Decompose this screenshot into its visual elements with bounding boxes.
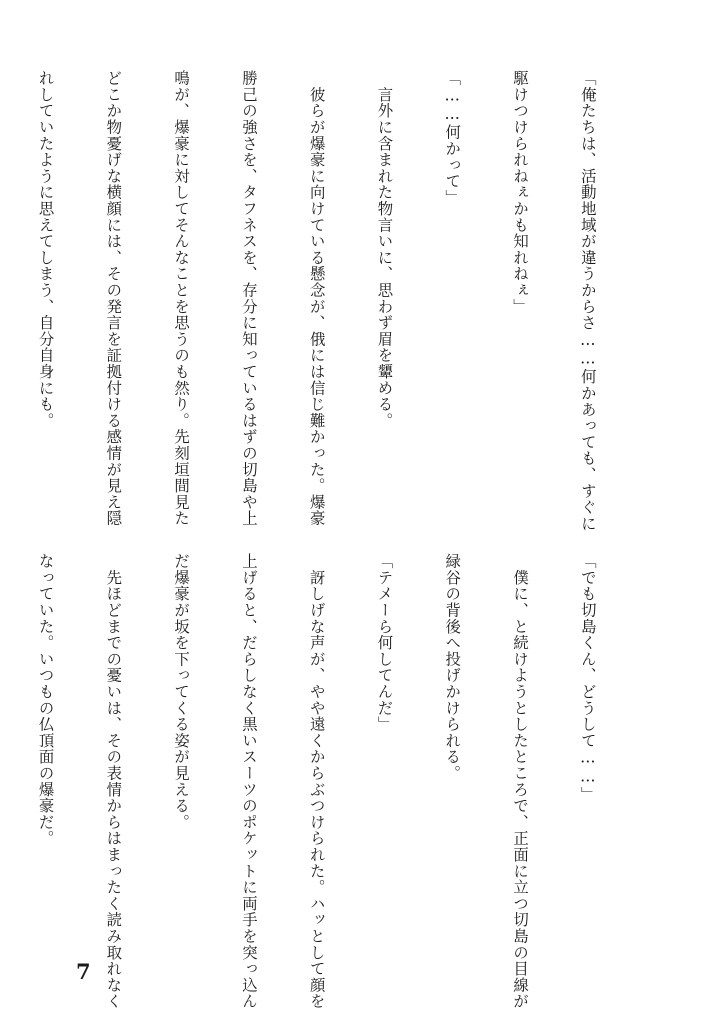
text-line: 僕に、と続けようとしたところで、正面に立つ切島の目線が [511,553,530,1010]
text-line: 緑谷の背後へ投げかけられる。 [443,553,462,782]
text-line: 「テメーら何してんだ」 [375,553,394,733]
text-line: 訝しげな声が、やや遠くからぶつけられた。ハッとして顔を [307,553,326,1010]
text-block-bottom [0,553,644,1010]
text-line: どこか物憂げな横顔には、その発言を証拠付ける感情が見え隠 [104,70,123,527]
text-line: 「でも切島くん、どうして……」 [578,553,597,803]
text-line: れしていたように思えてしまう、自分自身にも。 [36,70,55,429]
text-line: 言外に含まれた物言いに、思わず眉を顰める。 [375,70,394,429]
text-line: なっていた。いつもの仏頂面の爆豪だ。 [36,553,55,847]
page-number: 7 [76,959,91,984]
text-block-top [0,70,644,532]
text-line: 上げると、だらしなく黒いスーツのポケットに両手を突っ込ん [239,553,258,1010]
text-line: 彼らが爆豪に向けている懸念が、俄には信じ難かった。爆豪 [307,70,326,527]
text-line: 勝己の強さを、タフネスを、存分に知っているはずの切島や上 [239,70,258,527]
text-line: だ爆豪が坂を下ってくる姿が見える。 [172,553,191,831]
text-line: 駆けつけられねぇかも知れねぇ」 [511,70,530,315]
text-line: 先ほどまでの憂いは、その表情からはまったく読み取れなく [104,553,123,1010]
text-line: 「……何かって」 [443,70,462,206]
text-line: 鳴が、爆豪に対してそんなことを思うのも然り。先刻垣間見た [172,70,191,527]
text-line: 「俺たちは、活動地域が違うからさ……何かあっても、すぐに [578,70,597,532]
